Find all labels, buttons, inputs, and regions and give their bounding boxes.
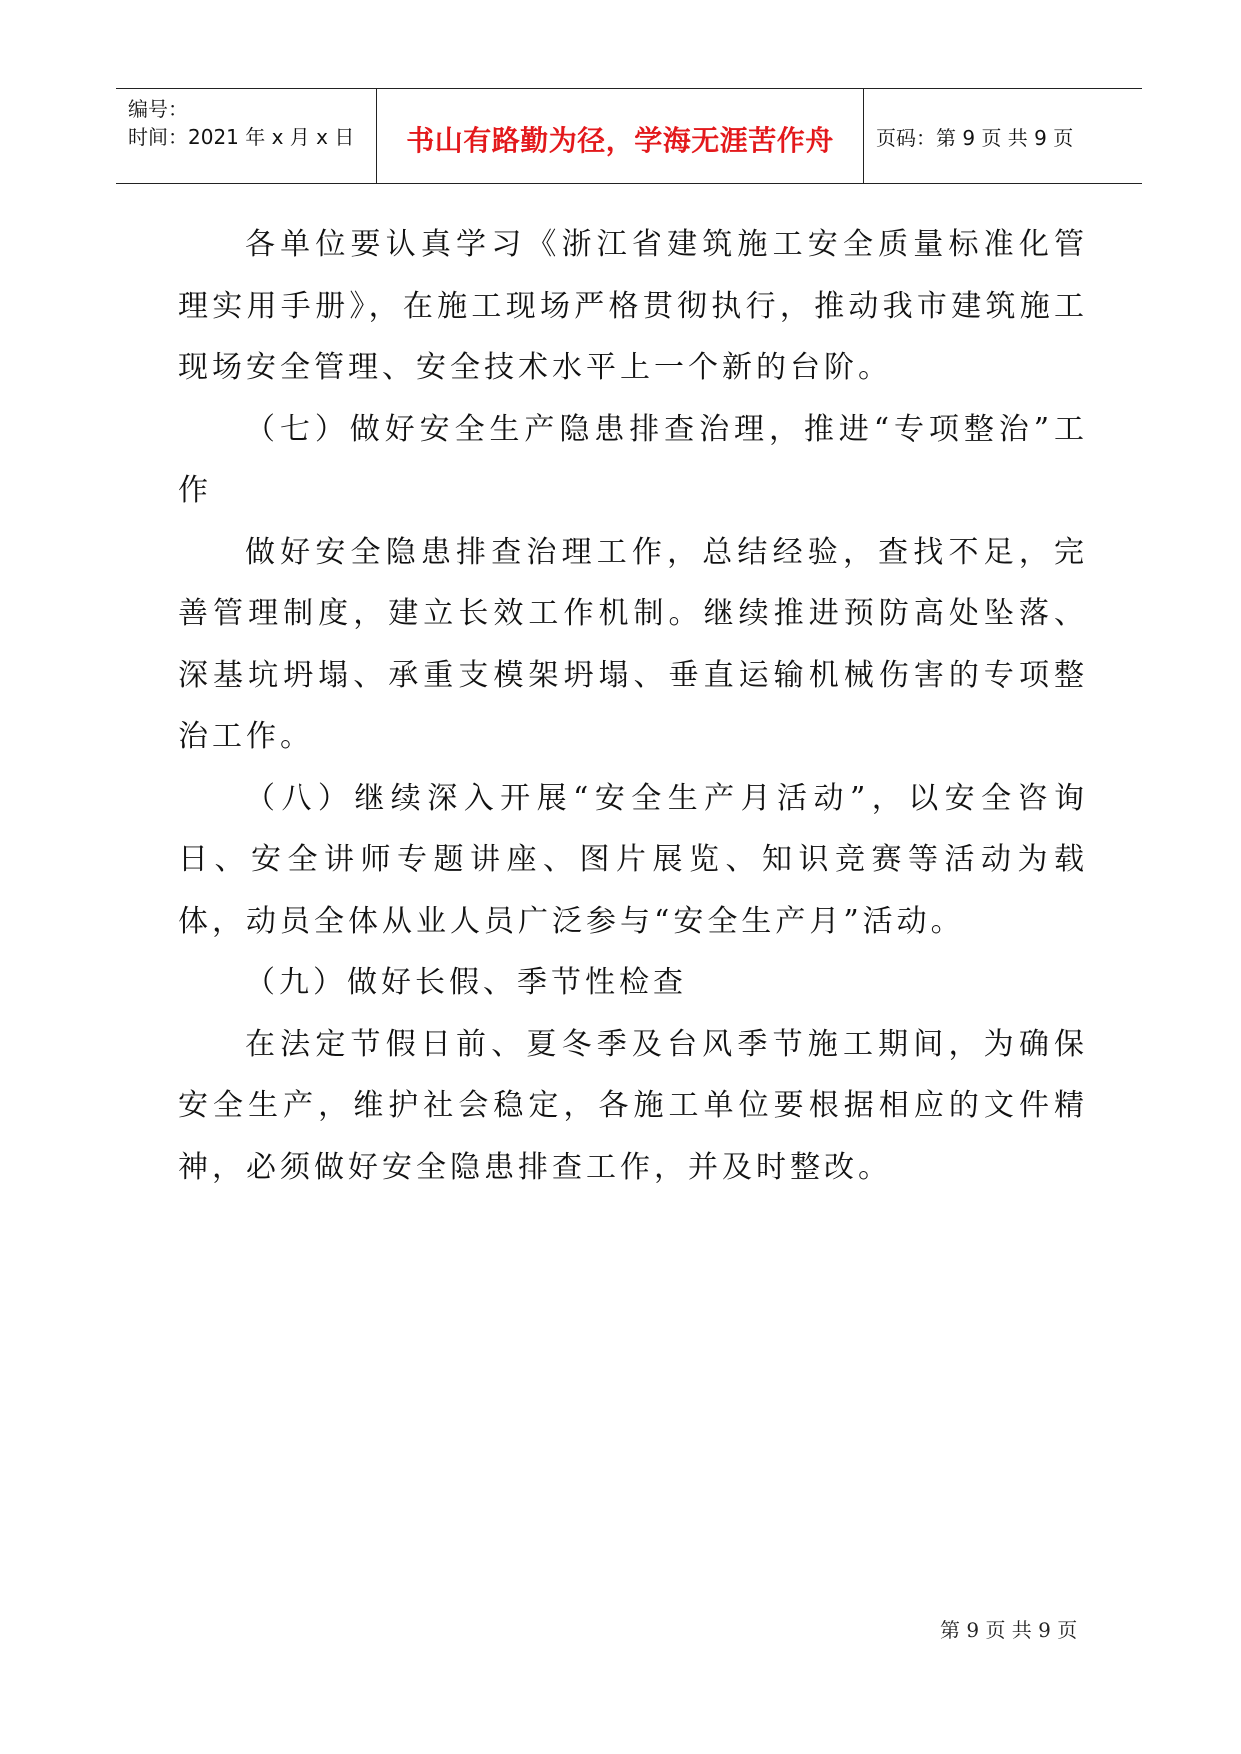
paragraph: 做好安全隐患排查治理工作，总结经验，查找不足，完善管理制度，建立长效工作机制。继续推进预防高处坠落、深基坑坍塌、承重支模架坍塌、垂直运输机械伤害的专项整治工作。 [178, 534, 1088, 754]
header-info-cell [116, 89, 376, 183]
header-motto-cell [376, 89, 864, 183]
document-body [178, 214, 1088, 1198]
header-page-number: 页码：第 9 页 共 9 页 [876, 126, 1074, 150]
paragraph: 在法定节假日前、夏冬季及台风季节施工期间，为确保安全生产，维护社会稳定，各施工单位要根据相应的文件精神，必须做好安全隐患排查工作，并及时整改。 [178, 1026, 1088, 1185]
motto-text: 书山有路勤为径，学海无涯苦作舟 [406, 124, 834, 157]
section-heading-7: （七）做好安全生产隐患排查治理，推进“专项整治”工作 [178, 411, 1088, 508]
header-page-cell [864, 89, 1142, 183]
section-heading-8: （八）继续深入开展“安全生产月活动”，以安全咨询日、安全讲师专题讲座、图片展览、知识竞赛等活动为载体，动员全体从业人员广泛参与“安全生产月”活动。 [178, 780, 1088, 939]
document-header [116, 88, 1142, 184]
footer-page-number: 第 9 页 共 9 页 [940, 1618, 1078, 1642]
serial-number-label: 编号： [128, 97, 188, 121]
paragraph: 各单位要认真学习《浙江省建筑施工安全质量标准化管理实用手册》，在施工现场严格贯彻执行，推动我市建筑施工现场安全管理、安全技术水平上一个新的台阶。 [178, 227, 1088, 385]
section-heading-9: （九）做好长假、季节性检查 [245, 965, 687, 1000]
date-label: 时间：2021 年 x 月 x 日 [128, 125, 355, 149]
